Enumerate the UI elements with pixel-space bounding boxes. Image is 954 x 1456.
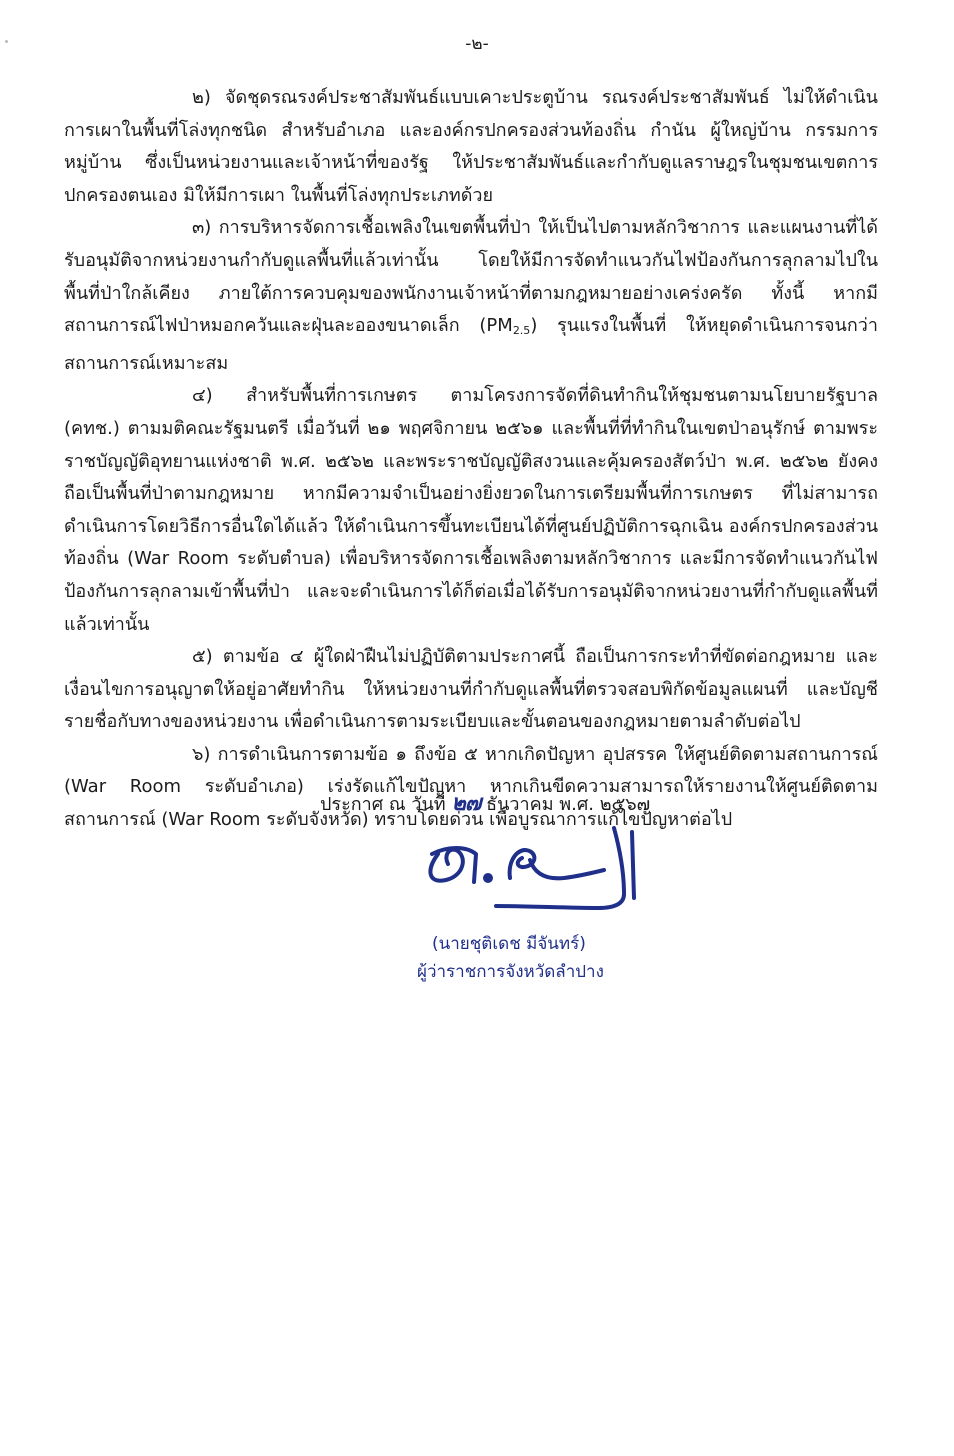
signer-title: ผู้ว่าราชการจังหวัดลำปาง [417, 962, 604, 982]
paragraph-5: ๕) ตามข้อ ๔ ผู้ใดฝ่าฝืนไม่ปฏิบัติตามประกาศนี้ ถือเป็นการกระทำที่ขัดต่อกฎหมาย และเงื่อนไขการอนุญาตให้อยู่อาศัยทำกิน ให้หน่วยงานที่กำกับดูแลพื้นที่ตรวจสอบพิกัดข้อมูลแผนที่ และบัญชีรายชื่อกับทางของหน่วยงาน เพื่อดำเนินการตามระเบียบและขั้นตอนของกฎหมายตามลำดับต่อไป [64, 646, 878, 733]
paragraph-3 [64, 212, 878, 380]
signer-name: (นายชุติเดช มีจันทร์) [432, 934, 586, 954]
paragraph-3-text: ๓) การบริหารจัดการเชื้อเพลิงในเขตพื้นที่ป่า ให้เป็นไปตามหลักวิชาการ และแผนงานที่ได้รับอนุมัติจากหน่วยงานกำกับดูแลพื้นที่แล้วเท่านั้น โดยให้มีการจัดทำแนวกันไฟป้องกันการลุกลามไปในพื้นที่ป่าใกล้เคียง ภายใต้การควบคุมของพนักงานเจ้าหน้าที่ตามกฎหมายอย่างเคร่งครัด ทั้งนี้ หากมีสถานการณ์ไฟป่าหมอกควันและฝุ่นละอองขนาดเล็ก (PM [64, 217, 878, 337]
paragraph-2: ๒) จัดชุดรณรงค์ประชาสัมพันธ์แบบเคาะประตูบ้าน รณรงค์ประชาสัมพันธ์ ไม่ให้ดำเนินการเผาในพื้นที่โล่งทุกชนิด สำหรับอำเภอ และองค์กรปกครองส่วนท้องถิ่น กำนัน ผู้ใหญ่บ้าน กรรมการหมู่บ้าน ซึ่งเป็นหน่วยงานและเจ้าหน้าที่ของรัฐ ให้ประชาสัมพันธ์และกำกับดูแลราษฎรในชุมชนเขตการปกครองตนเอง มิให้มีการเผา ในพื้นที่โล่งทุกประเภทด้วย [64, 87, 878, 206]
handwritten-day: ๒๗ [451, 790, 481, 816]
pm-subscript: 2.5 [512, 324, 531, 338]
paragraph-6: ๖) การดำเนินการตามข้อ ๑ ถึงข้อ ๕ หากเกิดปัญหา อุปสรรค ให้ศูนย์ติดตามสถานการณ์ (War Room ระดับอำเภอ) เร่งรัดแก้ไขปัญหา หากเกินขีดความสามารถให้รายงานให้ศูนย์ติดตามสถานการณ์ (War Room ระดับจังหวัด) ทราบโดยด่วน เพื่อบูรณาการแก้ไขปัญหาต่อไป [64, 743, 878, 831]
handwritten-signature [418, 820, 648, 915]
page-number: -๒- [465, 34, 489, 54]
paragraph-3-text-end: ) รุนแรงในพื้นที่ ให้หยุดดำเนินการจนกว่าสถานการณ์เหมาะสม [64, 315, 878, 374]
dateline-suffix: ธันวาคม พ.ศ. ๒๕๖๗ [486, 794, 651, 815]
paragraph-4: ๔) สำหรับพื้นที่การเกษตร ตามโครงการจัดที่ดินทำกินให้ชุมชนตามนโยบายรัฐบาล (คทช.) ตามมติคณะรัฐมนตรี เมื่อวันที่ ๒๑ พฤศจิกายน ๒๕๖๑ และพื้นที่ที่ทำกินในเขตป่าอนุรักษ์ ตามพระราชบัญญัติอุทยานแห่งชาติ พ.ศ. ๒๕๖๒ และพระราชบัญญัติสงวนและคุ้มครองสัตว์ป่า พ.ศ. ๒๕๖๒ ยังคงถือเป็นพื้นที่ป่าตามกฎหมาย หากมีความจำเป็นอย่างยิ่งยวดในการเตรียมพื้นที่การเกษตร ที่ไม่สามารถดำเนินการโดยวิธีการอื่นใดได้แล้ว ให้ดำเนินการขึ้นทะเบียนได้ที่ศูนย์ปฏิบัติการฉุกเฉิน องค์กรปกครองส่วนท้องถิ่น (War Room ระดับตำบล) เพื่อบริหารจัดการเชื้อเพลิงตามหลักวิชาการ และมีการจัดทำแนวกันไฟป้องกันการลุกลามเข้าพื้นที่ป่า และจะดำเนินการได้ก็ต่อเมื่อได้รับการอนุมัติจากหน่วยงานที่กำกับดูแลพื้นที่แล้วเท่านั้น [64, 385, 878, 635]
dateline [320, 788, 880, 820]
dateline-prefix: ประกาศ ณ วันที่ [320, 794, 446, 815]
document-body [64, 82, 878, 837]
